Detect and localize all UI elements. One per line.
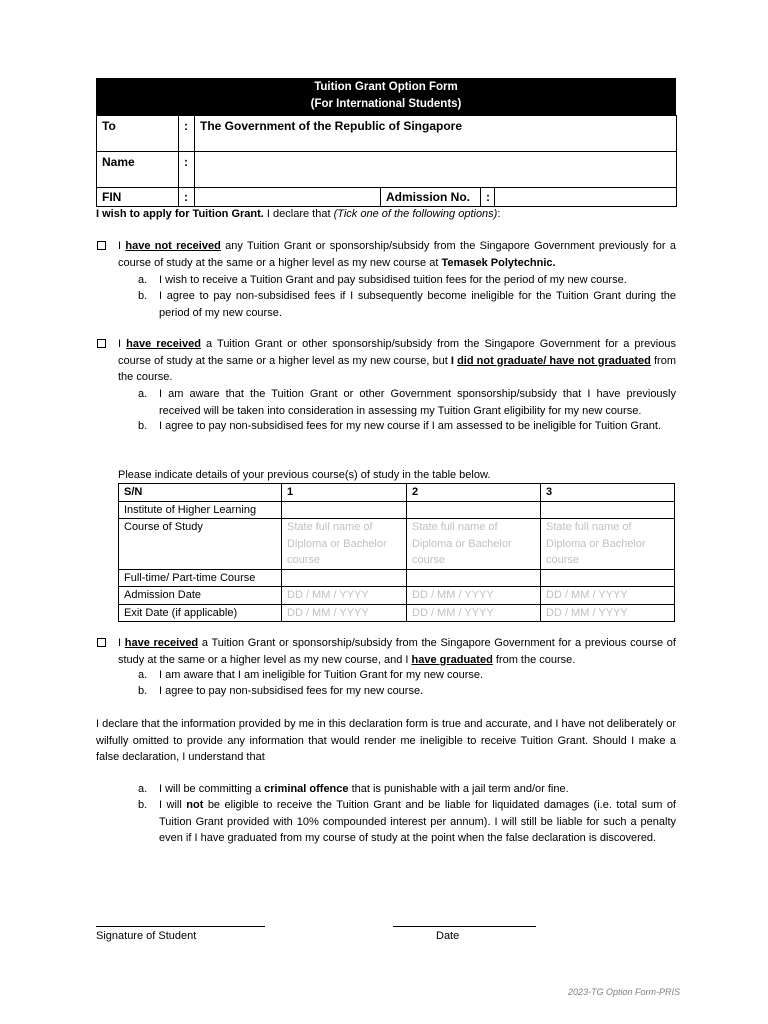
row-label: Exit Date (if applicable) bbox=[119, 604, 282, 622]
row-label: Institute of Higher Learning bbox=[119, 501, 282, 519]
row-label: Full-time/ Part-time Course bbox=[119, 569, 282, 587]
table-cell[interactable] bbox=[282, 569, 407, 587]
table-header-3: 3 bbox=[541, 484, 675, 502]
option3-checkbox[interactable] bbox=[97, 638, 106, 647]
header-fields-table bbox=[96, 115, 677, 207]
option3-pre: I bbox=[118, 637, 125, 649]
option2-mid: a Tuition Grant or other sponsorship/subsidy from the Singapore Government for a previous course of study at the same or a higher level as my new course, but bbox=[118, 338, 676, 367]
option3-item-a bbox=[138, 667, 676, 684]
row-label: Admission Date bbox=[119, 587, 282, 605]
table-cell[interactable]: DD / MM / YYYY bbox=[282, 587, 407, 605]
table-header-2: 2 bbox=[407, 484, 541, 502]
item-text: I wish to receive a Tuition Grant and pay subsidised tuition fees for the period of my new course. bbox=[159, 274, 627, 286]
table-row bbox=[119, 569, 675, 587]
intro-line bbox=[96, 206, 686, 223]
fin-field[interactable] bbox=[195, 188, 381, 207]
name-label: Name bbox=[97, 152, 179, 188]
student-signature-label: Signature of Student bbox=[96, 930, 197, 942]
table-cell[interactable] bbox=[541, 501, 675, 519]
footer-form-code: 2023-TG Option Form-PRIS bbox=[567, 987, 680, 997]
option2-bold: I bbox=[450, 354, 458, 367]
option2-underline: have received bbox=[126, 338, 201, 350]
option1-item-a bbox=[138, 272, 676, 289]
option2-item-b bbox=[138, 418, 676, 435]
item-text: I agree to pay non-subsidised fees if I subsequently become ineligible for the Tuition Grant during the period of my new course. bbox=[159, 290, 676, 319]
item-text: I agree to pay non-subsidised fees for my new course. bbox=[159, 685, 424, 697]
fin-colon: : bbox=[179, 188, 195, 207]
option1-bold: Temasek Polytechnic. bbox=[441, 256, 556, 269]
intro-end: : bbox=[497, 208, 501, 220]
option2-checkbox[interactable] bbox=[97, 339, 106, 348]
table-cell[interactable]: DD / MM / YYYY bbox=[541, 587, 675, 605]
option2-text bbox=[118, 336, 676, 386]
table-row bbox=[119, 519, 675, 570]
option3-underline: have received bbox=[124, 637, 199, 649]
item-marker: a. bbox=[138, 388, 148, 400]
option1-text bbox=[118, 238, 676, 271]
item-marker: b. bbox=[138, 420, 148, 432]
item-marker: a. bbox=[138, 783, 148, 795]
table-header-1: 1 bbox=[282, 484, 407, 502]
item-text: I agree to pay non-subsidised fees for my new course if I am assessed to be ineligible for Tuition Grant. bbox=[159, 420, 661, 432]
option3-item-b bbox=[138, 683, 676, 700]
intro-text: I declare that bbox=[263, 208, 334, 220]
item-marker: a. bbox=[138, 274, 148, 286]
item-text: I will bbox=[159, 799, 187, 811]
item-text: I am aware that I am ineligible for Tuition Grant for my new course. bbox=[159, 669, 484, 681]
row-label: Course of Study bbox=[119, 519, 282, 570]
table-cell[interactable] bbox=[282, 501, 407, 519]
table-header-sn: S/N bbox=[119, 484, 282, 502]
table-cell[interactable] bbox=[541, 569, 675, 587]
item-text: I am aware that the Tuition Grant or other Government sponsorship/subsidy that I have previously received will be taken into consideration in assessing my Tuition Grant eligibility for my new course. bbox=[159, 388, 676, 417]
item-text: be eligible to receive the Tuition Grant and be liable for liquidated damages (i.e. total sum of Tuition Grant provided with 10% compounded interest per annum). I will still be liable for such a penalty even if I have graduated from my course of study at the point when the false declaration is discovered. bbox=[159, 799, 676, 844]
table-row bbox=[119, 587, 675, 605]
option2-underline-2: did not graduate/ have not graduated bbox=[457, 354, 651, 367]
name-field[interactable] bbox=[195, 152, 677, 188]
item-marker: b. bbox=[138, 685, 148, 697]
option3-mid: a Tuition Grant or sponsorship/subsidy from the Singapore Government for a previous course of study at the same or a higher level as my new course, and I bbox=[118, 637, 676, 666]
option3-underline-2: have graduated bbox=[411, 653, 493, 666]
to-value: The Government of the Republic of Singapore bbox=[195, 116, 677, 152]
name-colon: : bbox=[179, 152, 195, 188]
fin-label: FIN bbox=[97, 188, 179, 207]
option1-mid: any Tuition Grant or sponsorship/subsidy from the Singapore Government previously for a course of study at the same or a higher level as my new course at bbox=[118, 240, 676, 269]
option3-end: from the course. bbox=[492, 653, 576, 666]
date-line[interactable] bbox=[393, 926, 536, 927]
table-cell[interactable]: DD / MM / YYYY bbox=[282, 604, 407, 622]
intro-italic: (Tick one of the following options) bbox=[333, 208, 498, 220]
title-bar bbox=[96, 78, 676, 115]
item-marker: b. bbox=[138, 799, 148, 811]
declaration-item-a bbox=[138, 781, 676, 798]
table-row bbox=[119, 604, 675, 622]
item-text: that is punishable with a jail term and/or fine. bbox=[348, 783, 569, 795]
criminal-offence-bold: criminal offence bbox=[264, 783, 349, 795]
student-signature-line[interactable] bbox=[96, 926, 265, 927]
option2-item-a bbox=[138, 386, 676, 419]
table-row bbox=[119, 501, 675, 519]
table-cell[interactable]: DD / MM / YYYY bbox=[407, 587, 541, 605]
table-cell[interactable] bbox=[407, 501, 541, 519]
not-bold: not bbox=[186, 799, 204, 811]
to-colon: : bbox=[179, 116, 195, 152]
table-cell[interactable]: State full name of Diploma or Bachelor course bbox=[282, 519, 407, 570]
table-cell[interactable]: DD / MM / YYYY bbox=[407, 604, 541, 622]
admission-label: Admission No. bbox=[381, 188, 481, 207]
option2-pre: I bbox=[118, 338, 127, 350]
item-text: I will be committing a bbox=[159, 783, 265, 795]
table-cell[interactable]: DD / MM / YYYY bbox=[541, 604, 675, 622]
table-cell[interactable]: State full name of Diploma or Bachelor course bbox=[407, 519, 541, 570]
option1-underline: have not received bbox=[125, 240, 221, 252]
declaration-text: I declare that the information provided by me in this declaration form is true and accurate, and I have not deliberately or wilfully omitted to provide any information that would render me ineligible to receive Tuition Grant. Should I make a false declaration, I understand that bbox=[96, 718, 676, 763]
intro-bold: I wish to apply for Tuition Grant. bbox=[96, 208, 264, 220]
item-marker: a. bbox=[138, 669, 148, 681]
table-intro: Please indicate details of your previous course(s) of study in the table below. bbox=[118, 469, 491, 481]
to-label: To bbox=[97, 116, 179, 152]
option1-item-b bbox=[138, 288, 676, 321]
option1-checkbox[interactable] bbox=[97, 241, 106, 250]
table-cell[interactable]: State full name of Diploma or Bachelor course bbox=[541, 519, 675, 570]
form-header bbox=[96, 78, 676, 207]
admission-colon: : bbox=[481, 188, 495, 207]
previous-courses-table bbox=[118, 483, 675, 622]
form-subtitle: (For International Students) bbox=[310, 98, 462, 110]
option2-end: from the course. bbox=[118, 354, 676, 383]
option1-pre: I bbox=[118, 240, 126, 252]
declaration-item-b bbox=[138, 797, 676, 847]
item-marker: b. bbox=[138, 290, 148, 302]
date-label: Date bbox=[436, 930, 460, 942]
table-cell[interactable] bbox=[407, 569, 541, 587]
option3-text bbox=[118, 635, 676, 668]
admission-field[interactable] bbox=[495, 188, 677, 207]
form-title: Tuition Grant Option Form bbox=[314, 81, 458, 93]
